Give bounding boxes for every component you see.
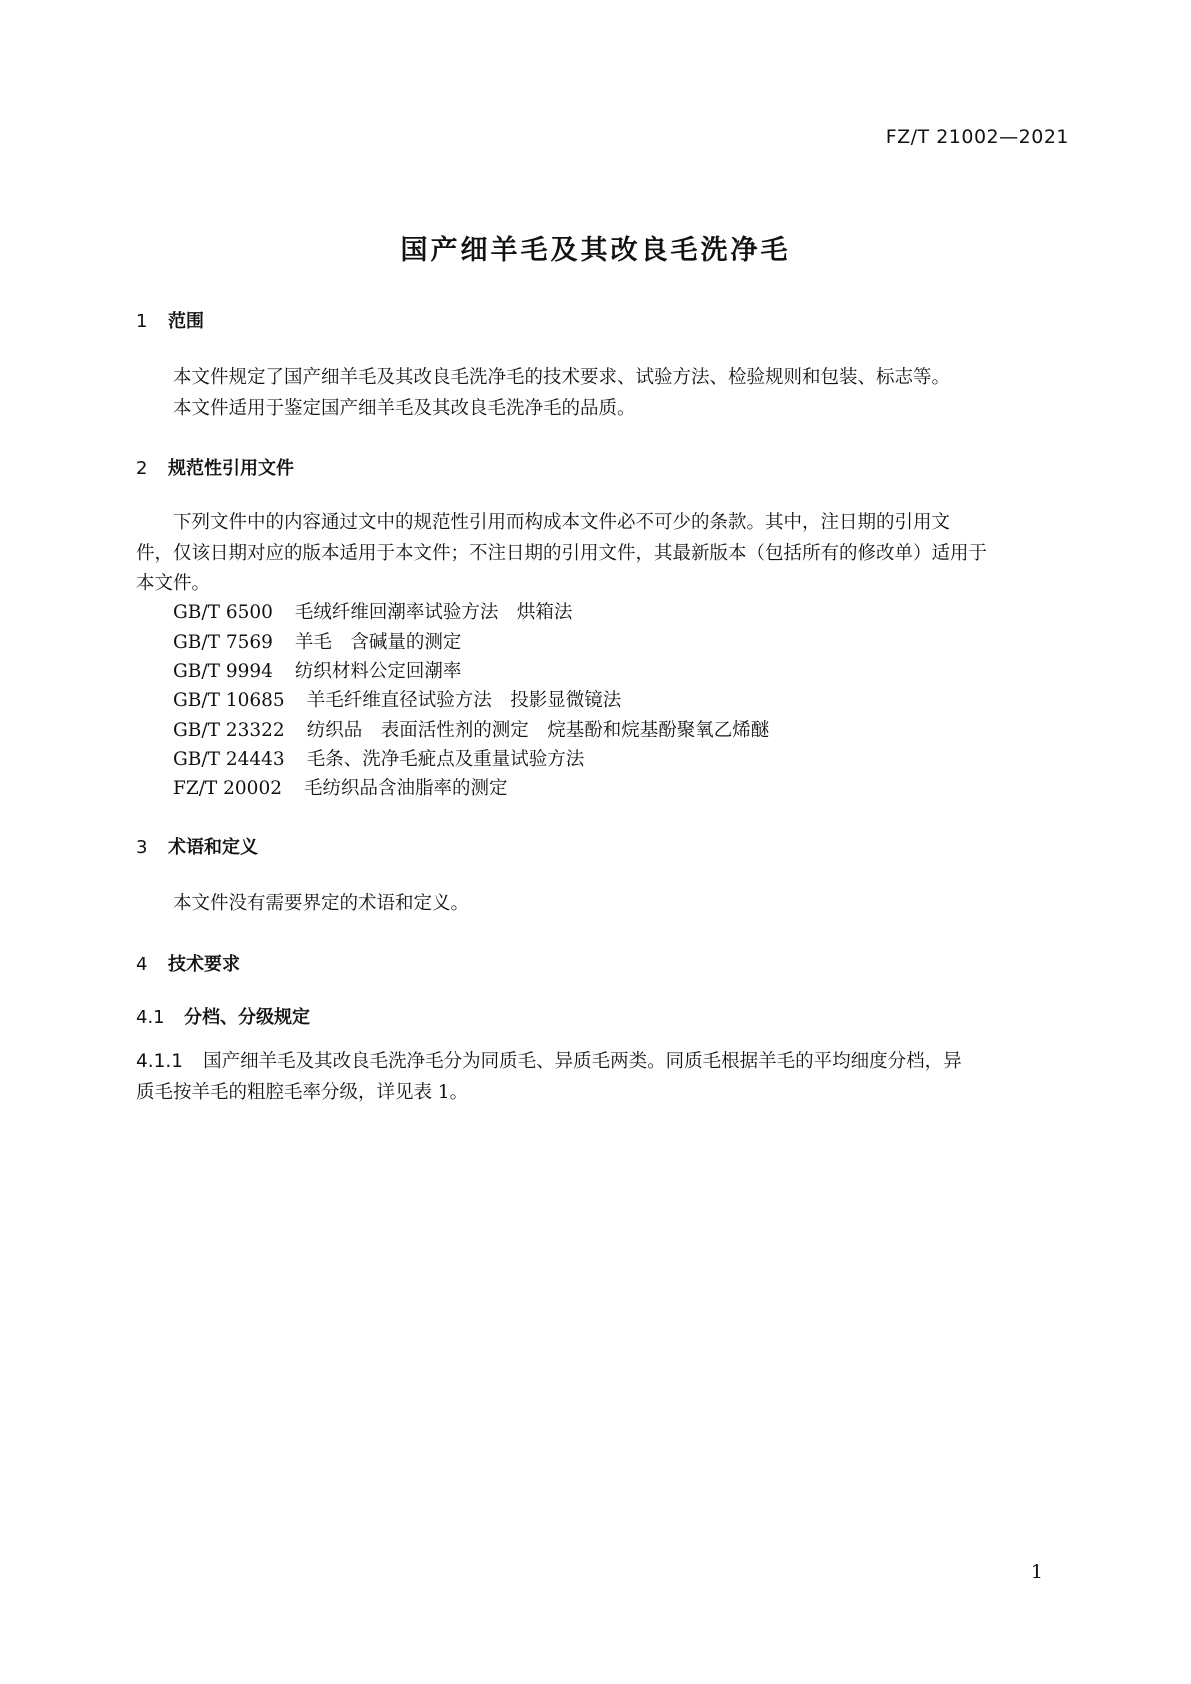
reference-code: GB/T 9994 xyxy=(173,661,273,682)
paragraph: 下列文件中的内容通过文中的规范性引用而构成本文件必不可少的条款。其中，注日期的引用文 xyxy=(173,512,951,533)
paragraph: 本文件适用于鉴定国产细羊毛及其改良毛洗净毛的品质。 xyxy=(173,398,636,419)
reference-code: GB/T 10685 xyxy=(173,690,285,711)
reference-title: 纺织材料公定回潮率 xyxy=(294,661,462,682)
reference-title: 毛条、洗净毛疵点及重量试验方法 xyxy=(306,749,585,770)
section-number: 4 xyxy=(136,954,148,975)
reference-code: GB/T 6500 xyxy=(173,602,273,623)
reference-item xyxy=(173,774,508,800)
subsection-title: 分档、分级规定 xyxy=(184,1007,310,1028)
section-1-heading xyxy=(136,307,204,333)
section-3-heading xyxy=(136,833,258,859)
clause-text: 国产细羊毛及其改良毛洗净毛分为同质毛、异质毛两类。同质毛根据羊毛的平均细度分档，异 xyxy=(203,1051,962,1072)
reference-title: 羊毛纤维直径试验方法 投影显微镜法 xyxy=(306,690,622,711)
reference-title: 毛纺织品含油脂率的测定 xyxy=(304,778,508,799)
document-title: 国产细羊毛及其改良毛洗净毛 xyxy=(400,235,791,266)
reference-title: 纺织品 表面活性剂的测定 烷基酚和烷基酚聚氧乙烯醚 xyxy=(306,720,770,741)
document-code: FZ/T 21002—2021 xyxy=(885,126,1069,148)
section-2-heading xyxy=(136,454,294,480)
page-number: 1 xyxy=(1030,1561,1043,1583)
subsection-4-1-heading xyxy=(136,1003,310,1029)
reference-title: 羊毛 含碱量的测定 xyxy=(294,632,462,653)
section-number: 3 xyxy=(136,837,148,858)
section-title: 术语和定义 xyxy=(168,837,258,858)
reference-code: GB/T 23322 xyxy=(173,720,285,741)
clause-4-1-1 xyxy=(136,1046,1056,1077)
section-title: 规范性引用文件 xyxy=(168,458,294,479)
reference-item xyxy=(173,745,584,771)
section-title: 范围 xyxy=(168,311,204,332)
reference-code: GB/T 7569 xyxy=(173,632,273,653)
paragraph: 本文件。 xyxy=(136,573,211,594)
section-number: 2 xyxy=(136,458,148,479)
paragraph: 本文件没有需要界定的术语和定义。 xyxy=(173,893,470,914)
paragraph: 质毛按羊毛的粗腔毛率分级，详见表 1。 xyxy=(136,1082,469,1103)
reference-code: GB/T 24443 xyxy=(173,749,285,770)
paragraph: 件，仅该日期对应的版本适用于本文件；不注日期的引用文件，其最新版本（包括所有的修改单）适用于 xyxy=(136,543,988,564)
section-number: 1 xyxy=(136,311,148,332)
reference-code: FZ/T 20002 xyxy=(173,778,282,799)
clause-number: 4.1.1 xyxy=(136,1051,184,1072)
reference-item xyxy=(173,686,621,712)
reference-item xyxy=(173,657,461,683)
reference-item xyxy=(173,598,572,624)
reference-title: 毛绒纤维回潮率试验方法 烘箱法 xyxy=(294,602,573,623)
reference-item xyxy=(173,716,769,742)
section-4-heading xyxy=(136,950,240,976)
section-title: 技术要求 xyxy=(168,954,240,975)
paragraph: 本文件规定了国产细羊毛及其改良毛洗净毛的技术要求、试验方法、检验规则和包装、标志等。 xyxy=(173,367,951,388)
subsection-number: 4.1 xyxy=(136,1007,165,1028)
reference-item xyxy=(173,628,461,654)
